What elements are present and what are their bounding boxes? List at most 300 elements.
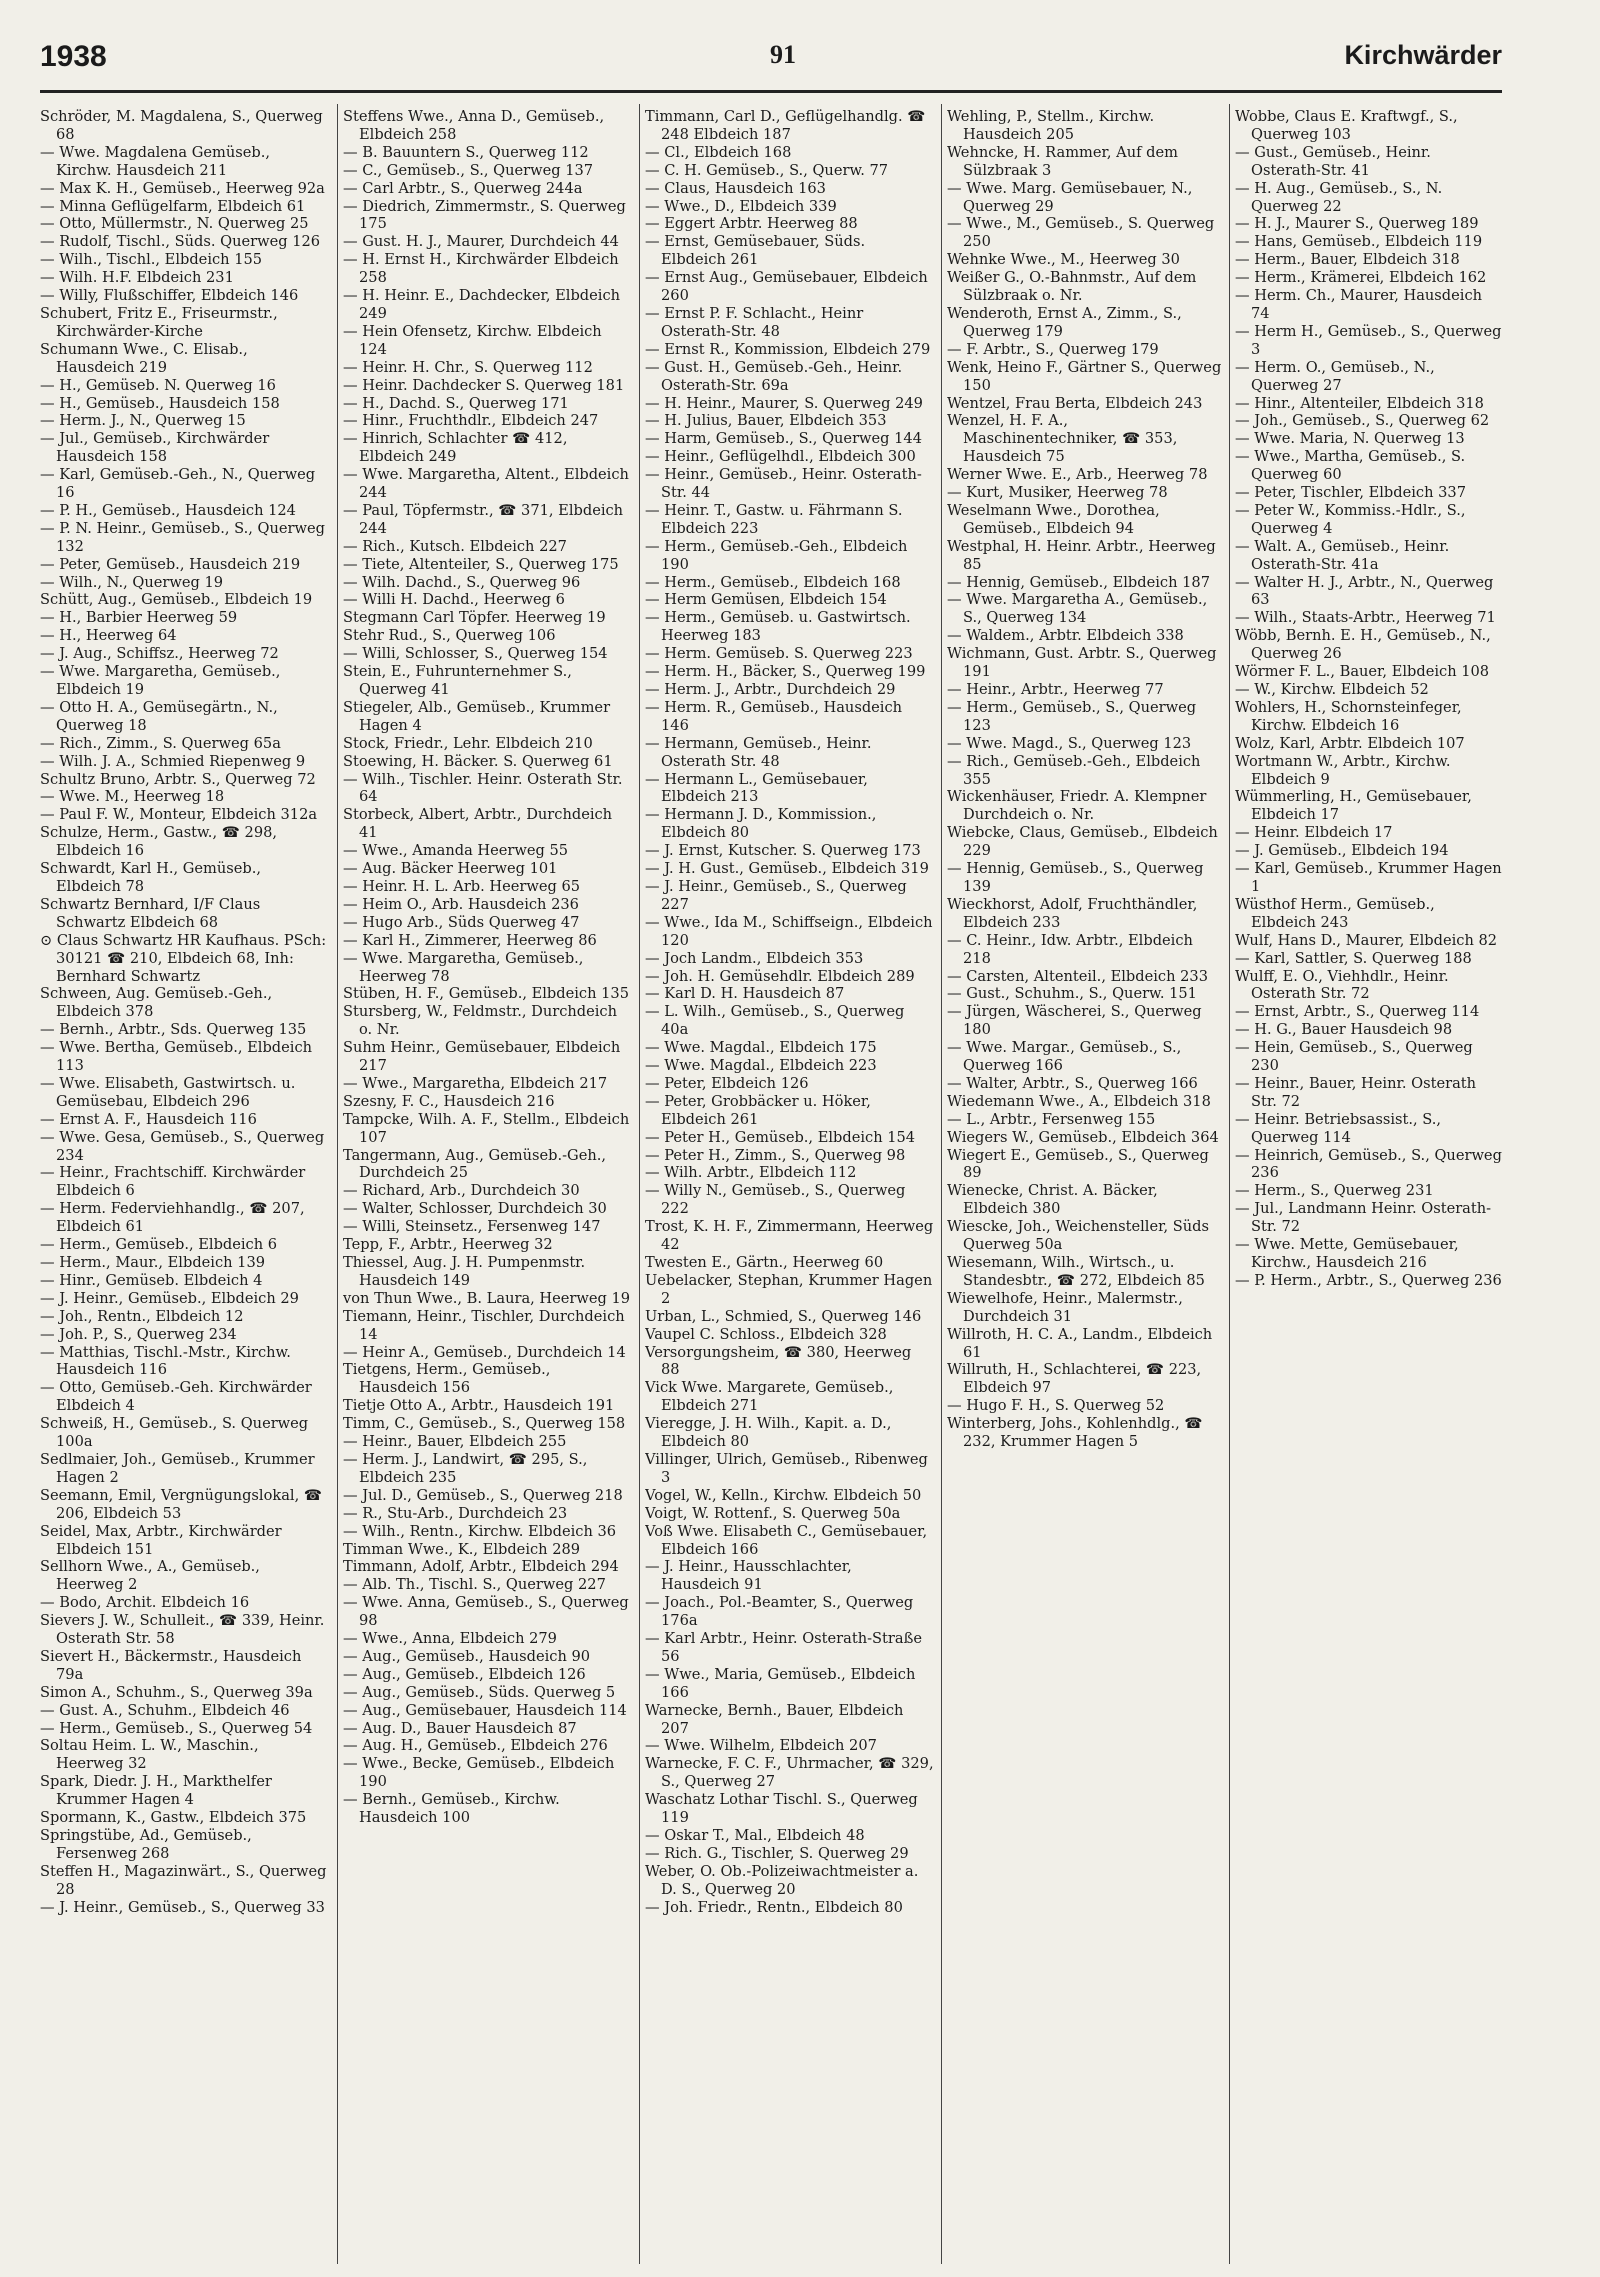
directory-entry: — H., Gemüseb., Hausdeich 158	[40, 394, 280, 412]
directory-entry: — Otto, Gemüseb.-Geh. Kirchwärder Elbdeich 4	[40, 1379, 312, 1415]
directory-entry: Winterberg, Johs., Kohlenhdlg., ☎ 232, Krummer Hagen 5	[947, 1415, 1203, 1451]
directory-entry: — Wwe. Anna, Gemüseb., S., Querweg 98	[343, 1594, 629, 1630]
directory-entry: — Heinrich, Gemüseb., S., Querweg 236	[1235, 1146, 1502, 1182]
directory-entry: — Walt. A., Gemüseb., Heinr. Osterath-Str. 41a	[1235, 537, 1450, 573]
directory-entry: — Willi H. Dachd., Heerweg 6	[343, 591, 565, 609]
directory-entry: — Hein, Gemüseb., S., Querweg 230	[1235, 1039, 1473, 1075]
directory-entry: Wiedemann Wwe., A., Elbdeich 318	[947, 1092, 1211, 1110]
directory-entry: Stoewing, H. Bäcker. S. Querweg 61	[343, 752, 613, 770]
directory-entry: — Willy, Flußschiffer, Elbdeich 146	[40, 287, 299, 305]
directory-entry: — Max K. H., Gemüseb., Heerweg 92a	[40, 179, 325, 197]
directory-entry: Tampcke, Wilh. A. F., Stellm., Elbdeich 107	[343, 1110, 630, 1146]
directory-entry: Timm, C., Gemüseb., S., Querweg 158	[343, 1415, 626, 1433]
directory-entry: — Rich., Gemüseb.-Geh., Elbdeich 355	[947, 752, 1201, 788]
directory-entry: Wöbb, Bernh. E. H., Gemüseb., N., Querweg 26	[1235, 627, 1491, 663]
directory-entry: Twesten E., Gärtn., Heerweg 60	[645, 1254, 884, 1271]
directory-entry: — Peter, Elbdeich 126	[645, 1074, 809, 1092]
directory-entry: — Herm., Gemüseb., S., Querweg 54	[40, 1719, 313, 1737]
directory-entry: — Wwe. Margaretha, Gemüseb., Heerweg 78	[343, 949, 584, 985]
directory-entry: — Wwe. Elisabeth, Gastwirtsch. u. Gemüsebau, Elbdeich 296	[40, 1074, 296, 1110]
directory-entry: — Joh., Rentn., Elbdeich 12	[40, 1307, 244, 1325]
directory-entry: — H. Aug., Gemüseb., S., N. Querweg 22	[1235, 179, 1443, 215]
directory-entry: — Harm, Gemüseb., S., Querweg 144	[645, 430, 923, 448]
directory-entry: — Karl Arbtr., Heinr. Osterath-Straße 56	[645, 1630, 922, 1665]
directory-entry: — Jürgen, Wäscherei, S., Querweg 180	[947, 1003, 1202, 1039]
directory-entry: Sievers J. W., Schulleit., ☎ 339, Heinr. Osterath Str. 58	[40, 1612, 325, 1648]
directory-entry: — Hein Ofensetz, Kirchw. Elbdeich 124	[343, 322, 602, 358]
directory-entry: — Carsten, Altenteil., Elbdeich 233	[947, 967, 1208, 985]
directory-entry: Szesny, F. C., Hausdeich 216	[343, 1092, 555, 1110]
directory-entry: Schweiß, H., Gemüseb., S. Querweg 100a	[40, 1415, 309, 1451]
directory-entry: — Wwe. Bertha, Gemüseb., Elbdeich 113	[40, 1039, 313, 1075]
directory-entry: — Tiete, Altenteiler, S., Querweg 175	[343, 555, 619, 573]
directory-entry: Wieckhorst, Adolf, Fruchthändler, Elbdeich 233	[947, 895, 1198, 931]
directory-entry: — Ernst, Gemüsebauer, Süds. Elbdeich 261	[645, 233, 866, 269]
directory-entry: — Bodo, Archit. Elbdeich 16	[40, 1594, 250, 1612]
page-place-heading: Kirchwärder	[1344, 40, 1502, 70]
directory-entry: Warnecke, F. C. F., Uhrmacher, ☎ 329, S., Querweg 27	[645, 1755, 934, 1791]
directory-entry: — Alb. Th., Tischl. S., Querweg 227	[343, 1576, 606, 1594]
directory-entry: — F. Arbtr., S., Querweg 179	[947, 340, 1159, 358]
directory-entry: — Diedrich, Zimmermstr., S. Querweg 175	[343, 197, 626, 233]
directory-entry: — Jul., Landmann Heinr. Osterath-Str. 72	[1235, 1200, 1492, 1236]
directory-entry: Spark, Diedr. J. H., Markthelfer Krummer Hagen 4	[40, 1773, 272, 1809]
directory-entry: — Wwe., Amanda Heerweg 55	[343, 842, 569, 860]
directory-entry: — B. Bauuntern S., Querweg 112	[343, 143, 589, 161]
directory-entry: Wümmerling, H., Gemüsebauer, Elbdeich 17	[1235, 788, 1472, 824]
directory-entry: Stiegeler, Alb., Gemüseb., Krummer Hagen 4	[343, 698, 611, 734]
directory-entry: — Heim O., Arb. Hausdeich 236	[343, 895, 579, 913]
directory-entry: Wolz, Karl, Arbtr. Elbdeich 107	[1235, 734, 1465, 752]
directory-entry: — J. Ernst, Kutscher. S. Querweg 173	[645, 842, 921, 860]
directory-entry: — Wwe. Margar., Gemüseb., S., Querweg 166	[947, 1039, 1182, 1075]
directory-entry: — Ernst Aug., Gemüsebauer, Elbdeich 260	[645, 269, 928, 305]
directory-entry: — J. Heinr., Gemüseb., Elbdeich 29	[40, 1289, 299, 1307]
directory-entry: Schröder, M. Magdalena, S., Querweg 68	[40, 108, 323, 143]
directory-entry: Wulff, E. O., Viehhdlr., Heinr. Osterath Str. 72	[1235, 967, 1449, 1003]
directory-column-3	[645, 108, 934, 2268]
directory-entry: — Wwe. Magd., S., Querweg 123	[947, 734, 1192, 752]
directory-entry: — Heinr., Gemüseb., Heinr. Osterath-Str. 44	[645, 466, 922, 502]
directory-entry: — Willi, Steinsetz., Fersenweg 147	[343, 1218, 601, 1236]
directory-entry: — Ernst R., Kommission, Elbdeich 279	[645, 340, 931, 358]
directory-entry: — Heinr. H. L. Arb. Heerweg 65	[343, 877, 581, 895]
directory-entry: — Wwe., Becke, Gemüseb., Elbdeich 190	[343, 1755, 615, 1791]
directory-entry: — J. Heinr., Gemüseb., S., Querweg 227	[645, 877, 907, 913]
directory-entry: Soltau Heim. L. W., Maschin., Heerweg 32	[40, 1737, 259, 1773]
directory-entry: Vick Wwe. Margarete, Gemüseb., Elbdeich 271	[645, 1379, 894, 1415]
directory-entry: — Wwe. Maria, N. Querweg 13	[1235, 430, 1465, 448]
directory-entry: Wiegers W., Gemüseb., Elbdeich 364	[947, 1128, 1219, 1146]
directory-entry: Timmann, Adolf, Arbtr., Elbdeich 294	[343, 1558, 619, 1576]
directory-column-2	[343, 108, 632, 2268]
directory-entry: Wickenhäuser, Friedr. A. Klempner Durchdeich o. Nr.	[947, 788, 1207, 824]
directory-entry: — H. J., Maurer S., Querweg 189	[1235, 215, 1479, 233]
directory-entry: Wiesemann, Wilh., Wirtsch., u. Standesbtr., ☎ 272, Elbdeich 85	[947, 1254, 1205, 1289]
directory-entry: — Karl, Gemüseb., Krummer Hagen 1	[1235, 860, 1502, 895]
directory-entry: — Aug., Gemüsebauer, Hausdeich 114	[343, 1701, 627, 1719]
directory-entry: Schultz Bruno, Arbtr. S., Querweg 72	[40, 770, 316, 788]
directory-entry: Stursberg, W., Feldmstr., Durchdeich o. Nr.	[343, 1003, 617, 1039]
directory-entry: Tepp, F., Arbtr., Heerweg 32	[343, 1236, 553, 1254]
directory-entry: — H. Heinr. E., Dachdecker, Elbdeich 249	[343, 287, 621, 322]
directory-entry: — Hennig, Gemüseb., S., Querweg 139	[947, 860, 1204, 895]
directory-entry: Storbeck, Albert, Arbtr., Durchdeich 41	[343, 806, 613, 842]
directory-entry: — Gust. H., Gemüseb.-Geh., Heinr. Osterath-Str. 69a	[645, 358, 903, 394]
directory-entry: Schulze, Herm., Gastw., ☎ 298, Elbdeich 16	[40, 824, 278, 860]
directory-entry: — Bernh., Gemüseb., Kirchw. Hausdeich 100	[343, 1791, 560, 1827]
directory-entry: Tietgens, Herm., Gemüseb., Hausdeich 156	[343, 1361, 551, 1397]
directory-entry: — Wilh., Staats-Arbtr., Heerweg 71	[1235, 609, 1496, 627]
directory-entry: — Karl, Sattler, S. Querweg 188	[1235, 949, 1472, 967]
directory-entry: — Otto, Müllermstr., N. Querweg 25	[40, 215, 309, 233]
directory-entry: — Rich., Kutsch. Elbdeich 227	[343, 537, 567, 555]
directory-entry: — Ernst A. F., Hausdeich 116	[40, 1110, 257, 1128]
directory-entry: Seidel, Max, Arbtr., Kirchwärder Elbdeich 151	[40, 1522, 282, 1558]
directory-entry: — Wwe., Margaretha, Elbdeich 217	[343, 1074, 608, 1092]
directory-entry: Wulf, Hans D., Maurer, Elbdeich 82	[1235, 931, 1498, 949]
directory-entry: — Wwe. Wilhelm, Elbdeich 207	[645, 1737, 877, 1755]
directory-entry: — Hugo Arb., Süds Querweg 47	[343, 913, 580, 931]
directory-entry: — Minna Geflügelfarm, Elbdeich 61	[40, 197, 306, 215]
directory-entry: Urban, L., Schmied, S., Querweg 146	[645, 1307, 922, 1325]
directory-entry: — Eggert Arbtr. Heerweg 88	[645, 215, 858, 233]
directory-entry: — Heinr. Dachdecker S. Querweg 181	[343, 376, 625, 394]
directory-entry: Vaupel C. Schloss., Elbdeich 328	[645, 1325, 887, 1343]
directory-entry: — Wwe. Gesa, Gemüseb., S., Querweg 234	[40, 1128, 325, 1164]
directory-entry: — Peter W., Kommiss.-Hdlr., S., Querweg 4	[1235, 501, 1466, 537]
directory-entry: — Heinr. Betriebsassist., S., Querweg 114	[1235, 1110, 1442, 1146]
directory-entry: — Karl D. H. Hausdeich 87	[645, 985, 845, 1003]
directory-entry: Voigt, W. Rottenf., S. Querweg 50a	[645, 1504, 901, 1522]
directory-entry: Weißer G., O.-Bahnmstr., Auf dem Sülzbraak o. Nr.	[947, 269, 1197, 305]
directory-entry: Weber, O. Ob.-Polizeiwachtmeister a. D. S., Querweg 20	[645, 1862, 919, 1898]
directory-entry: — Peter, Tischler, Elbdeich 337	[1235, 484, 1466, 502]
directory-entry: Wenderoth, Ernst A., Zimm., S., Querweg 179	[947, 304, 1182, 340]
header-rule	[40, 90, 1502, 93]
directory-entry: — Gust. H. J., Maurer, Durchdeich 44	[343, 233, 619, 251]
directory-entry: Suhm Heinr., Gemüsebauer, Elbdeich 217	[343, 1039, 621, 1075]
directory-entry: — J. H. Gust., Gemüseb., Elbdeich 319	[645, 860, 929, 878]
directory-entry: — Walter, Schlosser, Durchdeich 30	[343, 1200, 607, 1218]
directory-entry: — Herm., Bauer, Elbdeich 318	[1235, 251, 1460, 269]
directory-entry: — Jul. D., Gemüseb., S., Querweg 218	[343, 1486, 623, 1504]
directory-entry: — Gust. A., Schuhm., Elbdeich 46	[40, 1701, 290, 1719]
directory-entry: Wiegert E., Gemüseb., S., Querweg 89	[947, 1146, 1209, 1182]
directory-entry: — C. H. Gemüseb., S., Querw. 77	[645, 161, 889, 179]
directory-entry: Wohlers, H., Schornsteinfeger, Kirchw. Elbdeich 16	[1235, 698, 1462, 734]
directory-entry: — Herm. Ch., Maurer, Hausdeich 74	[1235, 287, 1483, 322]
directory-entry: Stein, E., Fuhrunternehmer S., Querweg 41	[343, 663, 572, 698]
directory-entry: Stüben, H. F., Gemüseb., Elbdeich 135	[343, 985, 629, 1003]
directory-entry: — H., Dachd. S., Querweg 171	[343, 394, 569, 412]
directory-entry: — Herm. Gemüseb. S. Querweg 223	[645, 645, 913, 663]
directory-entry: — R., Stu-Arb., Durchdeich 23	[343, 1504, 568, 1522]
directory-entry: — Peter H., Gemüseb., Elbdeich 154	[645, 1128, 916, 1146]
directory-entry: Schumann Wwe., C. Elisab., Hausdeich 219	[40, 340, 248, 376]
directory-entry: — P. H., Gemüseb., Hausdeich 124	[40, 501, 296, 519]
directory-entry: von Thun Wwe., B. Laura, Heerweg 19	[343, 1289, 631, 1307]
directory-entry: Wehncke, H. Rammer, Auf dem Sülzbraak 3	[947, 143, 1178, 179]
directory-entry: — Herm., Krämerei, Elbdeich 162	[1235, 269, 1487, 287]
directory-entry: Versorgungsheim, ☎ 380, Heerweg 88	[645, 1343, 912, 1379]
directory-entry: — Heinr. T., Gastw. u. Fährmann S. Elbdeich 223	[645, 501, 903, 537]
column-divider	[941, 104, 942, 2264]
directory-entry: — Wilh., N., Querweg 19	[40, 573, 224, 591]
directory-entry: — C. Heinr., Idw. Arbtr., Elbdeich 218	[947, 931, 1193, 967]
directory-entry: — Peter, Grobbäcker u. Höker, Elbdeich 261	[645, 1092, 871, 1128]
directory-entry: — J. Heinr., Hausschlachter, Hausdeich 91	[645, 1558, 852, 1594]
column-divider	[1229, 104, 1230, 2264]
directory-entry: Villinger, Ulrich, Gemüseb., Ribenweg 3	[645, 1450, 928, 1486]
directory-entry: — Hinrich, Schlachter ☎ 412, Elbdeich 249	[343, 430, 568, 466]
directory-entry: Schubert, Fritz E., Friseurmstr., Kirchwärder-Kirche	[40, 304, 278, 340]
directory-entry: — Karl, Gemüseb.-Geh., N., Querweg 16	[40, 466, 316, 502]
directory-entry: — Aug., Gemüseb., Hausdeich 90	[343, 1647, 591, 1665]
directory-entry: — Oskar T., Mal., Elbdeich 48	[645, 1827, 865, 1844]
directory-entry: Stehr Rud., S., Querweg 106	[343, 627, 556, 645]
directory-entry: — Herm. J., N., Querweg 15	[40, 412, 246, 430]
directory-entry: Wiebcke, Claus, Gemüseb., Elbdeich 229	[947, 824, 1218, 860]
directory-entry: — Walter, Arbtr., S., Querweg 166	[947, 1074, 1198, 1092]
directory-entry: — Wwe. Magdal., Elbdeich 175	[645, 1039, 877, 1057]
directory-entry: — Aug., Gemüseb., Süds. Querweg 5	[343, 1683, 616, 1701]
directory-entry: Wenzel, H. F. A., Maschinentechniker, ☎ 353, Hausdeich 75	[947, 412, 1178, 466]
directory-entry: — Rich., Zimm., S. Querweg 65a	[40, 734, 281, 752]
directory-entry: — L. Wilh., Gemüseb., S., Querweg 40a	[645, 1003, 905, 1039]
directory-entry: — Hinr., Fruchthdlr., Elbdeich 247	[343, 412, 599, 430]
directory-entry: — Hinr., Gemüseb. Elbdeich 4	[40, 1271, 263, 1289]
directory-entry: Sievert H., Bäckermstr., Hausdeich 79a	[40, 1647, 302, 1683]
directory-entry: — Joh. Friedr., Rentn., Elbdeich 80	[645, 1898, 903, 1916]
directory-entry: Thiessel, Aug. J. H. Pumpenmstr. Hausdeich 149	[343, 1254, 586, 1289]
directory-entry: — Joh. P., S., Querweg 234	[40, 1325, 237, 1343]
directory-entry: — Herm., S., Querweg 231	[1235, 1182, 1434, 1200]
directory-entry: — Heinr A., Gemüseb., Durchdeich 14	[343, 1343, 626, 1361]
directory-entry: — Wwe., Ida M., Schiffseign., Elbdeich 120	[645, 913, 933, 949]
directory-entry: — Herm. J., Landwirt, ☎ 295, S., Elbdeich 235	[343, 1450, 588, 1486]
directory-entry: — Jul., Gemüseb., Kirchwärder Hausdeich 158	[40, 430, 270, 466]
directory-entry: Seemann, Emil, Vergnügungslokal, ☎ 206, Elbdeich 53	[40, 1486, 323, 1522]
directory-entry: — Wwe., Martha, Gemüseb., S. Querweg 60	[1235, 448, 1466, 484]
directory-entry: — Wwe., Anna, Elbdeich 279	[343, 1630, 557, 1648]
directory-entry: — Heinr., Arbtr., Heerweg 77	[947, 681, 1164, 698]
directory-entry: — Herm., Gemüseb., Elbdeich 6	[40, 1236, 278, 1254]
directory-entry: — Peter, Gemüseb., Hausdeich 219	[40, 555, 301, 573]
directory-entry: — H. Julius, Bauer, Elbdeich 353	[645, 412, 887, 430]
directory-entry: Schütt, Aug., Gemüseb., Elbdeich 19	[40, 591, 313, 609]
directory-entry: — L., Arbtr., Fersenweg 155	[947, 1110, 1156, 1128]
directory-entry: Steffen H., Magazinwärt., S., Querweg 28	[40, 1862, 327, 1898]
directory-entry: Westphal, H. Heinr. Arbtr., Heerweg 85	[947, 537, 1216, 573]
directory-entry: Wiewelhofe, Heinr., Malermstr., Durchdeich 31	[947, 1289, 1183, 1325]
directory-entry: — Gust., Gemüseb., Heinr. Osterath-Str. 41	[1235, 143, 1431, 179]
directory-entry: — P. N. Heinr., Gemüseb., S., Querweg 132	[40, 519, 325, 555]
directory-entry: — Otto H. A., Gemüsegärtn., N., Querweg 18	[40, 698, 278, 734]
directory-entry: Warnecke, Bernh., Bauer, Elbdeich 207	[645, 1701, 904, 1737]
directory-entry: — Hennig, Gemüseb., Elbdeich 187	[947, 573, 1210, 591]
directory-entry: — Herm. H., Bäcker, S., Querweg 199	[645, 663, 926, 681]
directory-entry: Tangermann, Aug., Gemüseb.-Geh., Durchdeich 25	[343, 1146, 607, 1182]
directory-entry: Wehnke Wwe., M., Heerweg 30	[947, 251, 1180, 269]
directory-entry: — Matthias, Tischl.-Mstr., Kirchw. Hausdeich 116	[40, 1343, 291, 1379]
directory-entry: Sedlmaier, Joh., Gemüseb., Krummer Hagen 2	[40, 1450, 315, 1486]
column-divider	[639, 104, 640, 2264]
directory-entry: — Herm. R., Gemüseb., Hausdeich 146	[645, 698, 903, 734]
directory-entry: Willroth, H. C. A., Landm., Elbdeich 61	[947, 1325, 1213, 1361]
directory-entry: Tietje Otto A., Arbtr., Hausdeich 191	[343, 1397, 615, 1415]
directory-entry: — Bernh., Arbtr., Sds. Querweg 135	[40, 1021, 307, 1039]
directory-entry: Wentzel, Frau Berta, Elbdeich 243	[947, 394, 1203, 412]
directory-entry: — Joh., Gemüseb., S., Querweg 62	[1235, 412, 1490, 430]
directory-entry: Wenk, Heino F., Gärtner S., Querweg 150	[947, 358, 1222, 394]
directory-entry: — Wilh. H.F. Elbdeich 231	[40, 269, 234, 287]
directory-entry: Tiemann, Heinr., Tischler, Durchdeich 14	[343, 1307, 625, 1343]
directory-entry: Schwardt, Karl H., Gemüseb., Elbdeich 78	[40, 860, 262, 895]
directory-entry: — Wwe., D., Elbdeich 339	[645, 197, 837, 215]
directory-entry: — J. Gemüseb., Elbdeich 194	[1235, 842, 1449, 860]
directory-entry: — Herm., Gemüseb.-Geh., Elbdeich 190	[645, 537, 908, 573]
directory-entry: — Karl H., Zimmerer, Heerweg 86	[343, 931, 597, 949]
directory-entry: — Peter H., Zimm., S., Querweg 98	[645, 1146, 906, 1164]
directory-entry: Wüsthof Herm., Gemüseb., Elbdeich 243	[1235, 895, 1435, 931]
directory-entry: — H., Heerweg 64	[40, 627, 177, 645]
directory-entry: — Herm. Federviehhandlg., ☎ 207, Elbdeich 61	[40, 1200, 305, 1236]
directory-entry: ⊙ Claus Schwartz HR Kaufhaus. PSch: 30121 ☎ 210, Elbdeich 68, Inh: Bernhard Schwartz	[40, 931, 327, 985]
directory-entry: Voß Wwe. Elisabeth C., Gemüsebauer, Elbdeich 166	[645, 1522, 928, 1558]
directory-entry: — H. G., Bauer Hausdeich 98	[1235, 1021, 1453, 1039]
directory-entry: — P. Herm., Arbtr., S., Querweg 236	[1235, 1271, 1502, 1289]
directory-entry: Viereggе, J. H. Wilh., Kapit. a. D., Elbdeich 80	[645, 1415, 892, 1451]
directory-entry: — Herm. J., Arbtr., Durchdeich 29	[645, 681, 896, 698]
directory-entry: — Hinr., Altenteiler, Elbdeich 318	[1235, 394, 1484, 412]
directory-entry: — Herm. O., Gemüseb., N., Querweg 27	[1235, 358, 1435, 394]
directory-entry: Timmann, Carl D., Geflügelhandlg. ☎ 248 Elbdeich 187	[645, 108, 926, 143]
directory-entry: — Joach., Pol.-Beamter, S., Querweg 176a	[645, 1594, 914, 1630]
directory-entry: — Joch Landm., Elbdeich 353	[645, 949, 864, 967]
directory-entry: — Hugo F. H., S. Querweg 52	[947, 1397, 1165, 1415]
directory-entry: — Hermann J. D., Kommission., Elbdeich 80	[645, 806, 877, 842]
directory-entry: — Hermann, Gemüseb., Heinr. Osterath Str. 48	[645, 734, 872, 770]
directory-entry: — Wilh. Arbtr., Elbdeich 112	[645, 1164, 857, 1182]
directory-entry: Stock, Friedr., Lehr. Elbdeich 210	[343, 734, 593, 752]
directory-entry: Stegmann Carl Töpfer. Heerweg 19	[343, 609, 606, 627]
directory-entry: — Heinr., Bauer, Heinr. Osterath Str. 72	[1235, 1074, 1477, 1110]
directory-entry: — Aug., Gemüseb., Elbdeich 126	[343, 1665, 586, 1683]
directory-entry: — Wwe. Mette, Gemüsebauer, Kirchw., Hausdeich 216	[1235, 1236, 1459, 1271]
directory-entry: Wörmer F. L., Bauer, Elbdeich 108	[1235, 663, 1490, 681]
directory-entry: — Hermann L., Gemüsebauer, Elbdeich 213	[645, 770, 868, 806]
directory-entry: — Gust., Schuhm., S., Querw. 151	[947, 985, 1197, 1003]
directory-entry: — H. Heinr., Maurer, S. Querweg 249	[645, 394, 923, 412]
directory-entry: — Wilh., Rentn., Kirchw. Elbdeich 36	[343, 1522, 617, 1540]
directory-entry: — Heinr. Elbdeich 17	[1235, 824, 1393, 842]
directory-entry: — Wwe. Magdal., Elbdeich 223	[645, 1057, 877, 1075]
directory-entry: — C., Gemüseb., S., Querweg 137	[343, 161, 594, 179]
directory-column-4	[947, 108, 1223, 2268]
directory-entry: — J. Aug., Schiffsz., Heerweg 72	[40, 645, 279, 663]
directory-entry: Simon A., Schuhm., S., Querweg 39a	[40, 1683, 313, 1701]
directory-entry: Werner Wwe. E., Arb., Heerweg 78	[947, 466, 1208, 484]
directory-entry: — Cl., Elbdeich 168	[645, 143, 792, 161]
directory-entry: — Willy N., Gemüseb., S., Querweg 222	[645, 1182, 906, 1218]
directory-entry: Wiescke, Joh., Weichensteller, Süds Querweg 50a	[947, 1218, 1209, 1254]
directory-entry: — Paul F. W., Monteur, Elbdeich 312a	[40, 806, 318, 824]
directory-entry: — Wwe. M., Heerweg 18	[40, 788, 225, 806]
directory-entry: Wehling, P., Stellm., Kirchw. Hausdeich 205	[947, 108, 1155, 143]
directory-entry: — Hans, Gemüseb., Elbdeich 119	[1235, 233, 1483, 251]
directory-entry: — Ernst, Arbtr., S., Querweg 114	[1235, 1003, 1480, 1021]
directory-entry: Steffens Wwe., Anna D., Gemüseb., Elbdeich 258	[343, 108, 605, 143]
directory-entry: — Wilh. Dachd., S., Querweg 96	[343, 573, 581, 591]
directory-entry: — Wilh. J. A., Schmied Riepenweg 9	[40, 752, 306, 770]
directory-entry: — Heinr., Bauer, Elbdeich 255	[343, 1433, 567, 1451]
directory-entry: — Aug. H., Gemüseb., Elbdeich 276	[343, 1737, 608, 1755]
directory-entry: — H., Gemüseb. N. Querweg 16	[40, 376, 276, 394]
directory-entry: Vogel, W., Kelln., Kirchw. Elbdeich 50	[645, 1486, 922, 1504]
directory-entry: Weselmann Wwe., Dorothea, Gemüseb., Elbdeich 94	[947, 501, 1160, 537]
directory-column-5	[1235, 108, 1502, 2268]
directory-entry: — Carl Arbtr., S., Querweg 244a	[343, 179, 583, 197]
directory-entry: — Herm Gemüsen, Elbdeich 154	[645, 591, 887, 609]
directory-entry: Willruth, H., Schlachterei, ☎ 223, Elbdeich 97	[947, 1361, 1202, 1397]
directory-entry: Schween, Aug. Gemüseb.-Geh., Elbdeich 378	[40, 985, 273, 1021]
directory-entry: — Heinr., Frachtschiff. Kirchwärder Elbdeich 6	[40, 1164, 306, 1200]
directory-entry: — Wwe., Maria, Gemüseb., Elbdeich 166	[645, 1665, 916, 1701]
directory-entry: — Wilh., Tischl., Elbdeich 155	[40, 251, 263, 269]
directory-entry: — Waldem., Arbtr. Elbdeich 338	[947, 627, 1184, 645]
directory-entry: — Heinr., Geflügelhdl., Elbdeich 300	[645, 448, 916, 466]
directory-entry: Uebelacker, Stephan, Krummer Hagen 2	[645, 1271, 933, 1307]
directory-entry: — Wwe. Margaretha, Altent., Elbdeich 244	[343, 466, 629, 502]
directory-entry: Springstübe, Ad., Gemüseb., Fersenweg 268	[40, 1827, 252, 1862]
directory-entry: — Willi, Schlosser, S., Querweg 154	[343, 645, 608, 663]
directory-entry: Trost, K. H. F., Zimmermann, Heerweg 42	[645, 1218, 934, 1254]
directory-entry: — Aug. D., Bauer Hausdeich 87	[343, 1719, 577, 1737]
directory-entry: Schwartz Bernhard, I/F Claus Schwartz Elbdeich 68	[40, 895, 261, 931]
directory-entry: — Paul, Töpfermstr., ☎ 371, Elbdeich 244	[343, 501, 624, 537]
directory-entry: — Rich. G., Tischler, S. Querweg 29	[645, 1844, 909, 1862]
directory-entry: — Herm., Maur., Elbdeich 139	[40, 1254, 266, 1271]
directory-entry: — Wwe. Margaretha A., Gemüseb., S., Querweg 134	[947, 591, 1208, 627]
directory-entry: — Richard, Arb., Durchdeich 30	[343, 1182, 580, 1200]
directory-column-1	[40, 108, 330, 2268]
directory-entry: — Herm., Gemüseb., S., Querweg 123	[947, 698, 1197, 734]
directory-entry: Wichmann, Gust. Arbtr. S., Querweg 191	[947, 645, 1217, 681]
directory-entry: — J. Heinr., Gemüseb., S., Querweg 33	[40, 1898, 325, 1916]
page-number: 91	[770, 40, 796, 69]
directory-entry: — Wwe., M., Gemüseb., S. Querweg 250	[947, 215, 1215, 251]
directory-entry: Waschatz Lothar Tischl. S., Querweg 119	[645, 1791, 918, 1827]
directory-entry: — Kurt, Musiker, Heerweg 78	[947, 484, 1168, 502]
directory-entry: — Wilh., Tischler. Heinr. Osterath Str. 64	[343, 770, 623, 806]
column-divider	[337, 104, 338, 2264]
directory-entry: — Wwe. Magdalena Gemüseb., Kirchw. Hausdeich 211	[40, 143, 270, 179]
directory-entry: — Herm., Gemüseb., Elbdeich 168	[645, 573, 901, 591]
directory-entry: Wortmann W., Arbtr., Kirchw. Elbdeich 9	[1235, 752, 1451, 788]
directory-entry: — Heinr. H. Chr., S. Querweg 112	[343, 358, 593, 376]
directory-entry: Sellhorn Wwe., A., Gemüseb., Heerweg 2	[40, 1558, 260, 1594]
directory-entry: — H. Ernst H., Kirchwärder Elbdeich 258	[343, 251, 619, 287]
directory-entry: Wienecke, Christ. A. Bäcker, Elbdeich 380	[947, 1182, 1158, 1218]
directory-entry: — Wwe. Marg. Gemüsebauer, N., Querweg 29	[947, 179, 1193, 215]
directory-entry: — Joh. H. Gemüsehdlr. Elbdeich 289	[645, 967, 915, 985]
directory-entry: — H., Barbier Heerweg 59	[40, 609, 238, 627]
directory-entry: — Herm., Gemüseb. u. Gastwirtsch. Heerweg 183	[645, 609, 911, 645]
directory-entry: — Aug. Bäcker Heerweg 101	[343, 860, 558, 878]
directory-entry: — Claus, Hausdeich 163	[645, 179, 826, 197]
directory-entry: — Ernst P. F. Schlacht., Heinr Osterath-Str. 48	[645, 304, 864, 340]
